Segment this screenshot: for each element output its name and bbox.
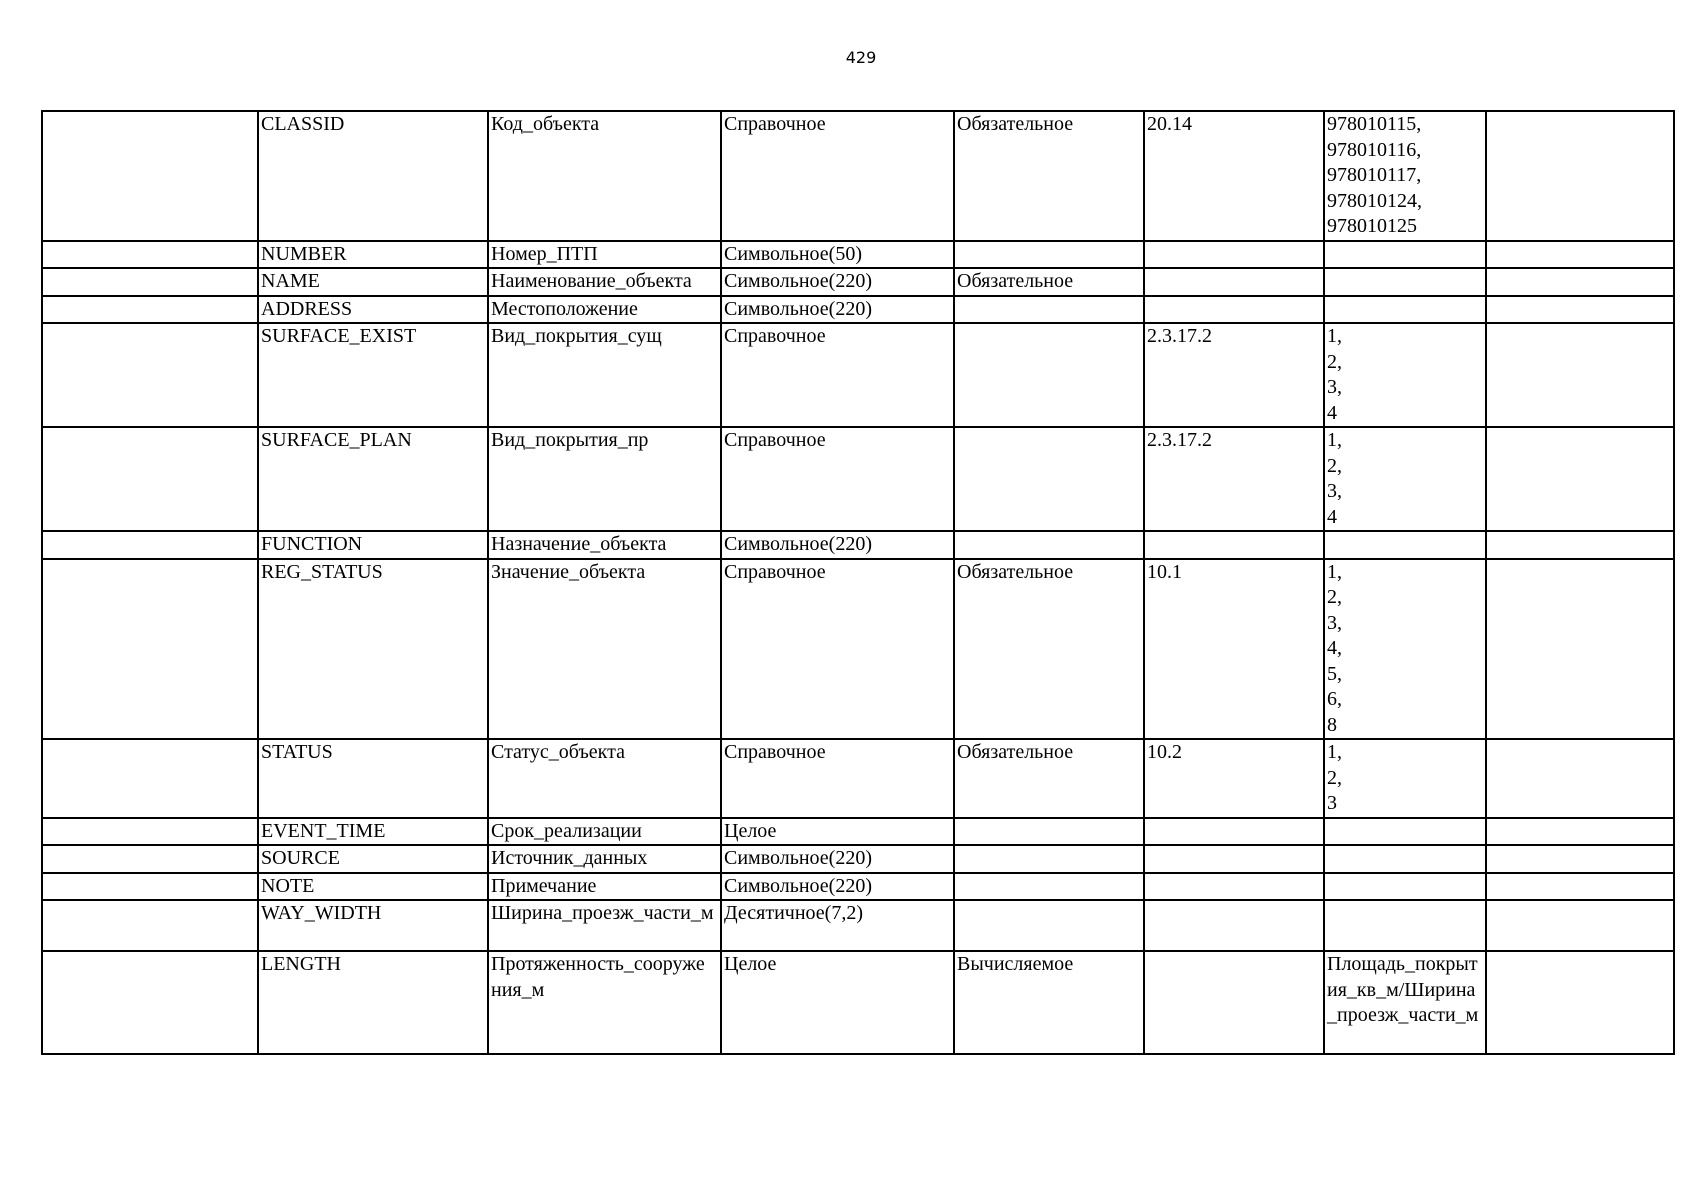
required-cell: [954, 323, 1144, 427]
reference-cell: 10.1: [1144, 559, 1324, 740]
row-index-cell: [42, 951, 258, 1054]
required-cell: [954, 818, 1144, 846]
table-row: [42, 900, 1674, 951]
allowed-values-cell: [1324, 900, 1486, 951]
field-type-cell: Справочное: [721, 559, 954, 740]
field-name-cell: NUMBER: [258, 241, 488, 269]
row-index-cell: [42, 111, 258, 241]
field-type-cell: Символьное(220): [721, 873, 954, 901]
field-type-cell: Целое: [721, 951, 954, 1054]
row-index-cell: [42, 818, 258, 846]
table-row: [42, 559, 1674, 740]
field-type-cell: Десятичное(7,2): [721, 900, 954, 951]
field-alias-cell: Код_объекта: [488, 111, 721, 241]
reference-cell: [1144, 296, 1324, 324]
attribute-table: [41, 110, 1675, 1055]
note-cell: [1486, 845, 1674, 873]
table-row: [42, 531, 1674, 559]
field-alias-cell: Назначение_объекта: [488, 531, 721, 559]
field-alias-cell: Номер_ПТП: [488, 241, 721, 269]
note-cell: [1486, 900, 1674, 951]
allowed-values-cell: [1324, 241, 1486, 269]
note-cell: [1486, 268, 1674, 296]
reference-cell: 10.2: [1144, 739, 1324, 818]
allowed-values-cell: [1324, 818, 1486, 846]
field-alias-cell: Ширина_проезж_части_м: [488, 900, 721, 951]
note-cell: [1486, 818, 1674, 846]
allowed-values-cell: [1324, 296, 1486, 324]
field-type-cell: Справочное: [721, 739, 954, 818]
field-type-cell: Справочное: [721, 323, 954, 427]
row-index-cell: [42, 531, 258, 559]
required-cell: [954, 845, 1144, 873]
note-cell: [1486, 559, 1674, 740]
field-type-cell: Символьное(50): [721, 241, 954, 269]
table-row: [42, 268, 1674, 296]
note-cell: [1486, 427, 1674, 531]
field-name-cell: FUNCTION: [258, 531, 488, 559]
row-index-cell: [42, 323, 258, 427]
field-name-cell: LENGTH: [258, 951, 488, 1054]
row-index-cell: [42, 900, 258, 951]
allowed-values-cell: [1324, 873, 1486, 901]
required-cell: [954, 296, 1144, 324]
table-row: [42, 873, 1674, 901]
reference-cell: [1144, 873, 1324, 901]
field-alias-cell: Протяженность_сооруже ния_м: [488, 951, 721, 1054]
table-row: [42, 845, 1674, 873]
field-name-cell: SOURCE: [258, 845, 488, 873]
row-index-cell: [42, 427, 258, 531]
required-cell: [954, 873, 1144, 901]
field-type-cell: Символьное(220): [721, 268, 954, 296]
field-type-cell: Справочное: [721, 111, 954, 241]
allowed-values-cell: Площадь_покрыт ия_кв_м/Ширина _проезж_части_м: [1324, 951, 1486, 1054]
reference-cell: 2.3.17.2: [1144, 323, 1324, 427]
field-alias-cell: Вид_покрытия_пр: [488, 427, 721, 531]
field-type-cell: Символьное(220): [721, 531, 954, 559]
row-index-cell: [42, 268, 258, 296]
field-alias-cell: Срок_реализации: [488, 818, 721, 846]
field-name-cell: NOTE: [258, 873, 488, 901]
field-name-cell: REG_STATUS: [258, 559, 488, 740]
table-row: [42, 296, 1674, 324]
row-index-cell: [42, 296, 258, 324]
required-cell: Обязательное: [954, 111, 1144, 241]
required-cell: Обязательное: [954, 268, 1144, 296]
reference-cell: 2.3.17.2: [1144, 427, 1324, 531]
note-cell: [1486, 951, 1674, 1054]
required-cell: Обязательное: [954, 559, 1144, 740]
note-cell: [1486, 241, 1674, 269]
field-name-cell: ADDRESS: [258, 296, 488, 324]
table-row: [42, 818, 1674, 846]
table-row: [42, 241, 1674, 269]
field-type-cell: Символьное(220): [721, 296, 954, 324]
field-alias-cell: Местоположение: [488, 296, 721, 324]
page-number: 429: [845, 48, 877, 67]
field-name-cell: CLASSID: [258, 111, 488, 241]
reference-cell: [1144, 845, 1324, 873]
field-name-cell: SURFACE_PLAN: [258, 427, 488, 531]
field-name-cell: NAME: [258, 268, 488, 296]
reference-cell: [1144, 531, 1324, 559]
row-index-cell: [42, 739, 258, 818]
field-alias-cell: Статус_объекта: [488, 739, 721, 818]
field-alias-cell: Вид_покрытия_сущ: [488, 323, 721, 427]
reference-cell: 20.14: [1144, 111, 1324, 241]
allowed-values-cell: [1324, 845, 1486, 873]
allowed-values-cell: 1, 2, 3, 4, 5, 6, 8: [1324, 559, 1486, 740]
allowed-values-cell: 1, 2, 3, 4: [1324, 323, 1486, 427]
reference-cell: [1144, 818, 1324, 846]
table-row: [42, 111, 1674, 241]
required-cell: Обязательное: [954, 739, 1144, 818]
table-row: [42, 951, 1674, 1054]
reference-cell: [1144, 951, 1324, 1054]
table-row: [42, 323, 1674, 427]
reference-cell: [1144, 241, 1324, 269]
table-row: [42, 739, 1674, 818]
table-body: [42, 111, 1674, 1054]
field-alias-cell: Значение_объекта: [488, 559, 721, 740]
allowed-values-cell: [1324, 268, 1486, 296]
field-type-cell: Целое: [721, 818, 954, 846]
field-type-cell: Справочное: [721, 427, 954, 531]
allowed-values-cell: 1, 2, 3, 4: [1324, 427, 1486, 531]
field-name-cell: EVENT_TIME: [258, 818, 488, 846]
required-cell: [954, 900, 1144, 951]
required-cell: [954, 427, 1144, 531]
row-index-cell: [42, 559, 258, 740]
reference-cell: [1144, 900, 1324, 951]
field-type-cell: Символьное(220): [721, 845, 954, 873]
field-alias-cell: Наименование_объекта: [488, 268, 721, 296]
note-cell: [1486, 111, 1674, 241]
allowed-values-cell: [1324, 531, 1486, 559]
row-index-cell: [42, 241, 258, 269]
note-cell: [1486, 323, 1674, 427]
allowed-values-cell: 978010115, 978010116, 978010117, 978010124, 978010125: [1324, 111, 1486, 241]
note-cell: [1486, 531, 1674, 559]
row-index-cell: [42, 845, 258, 873]
row-index-cell: [42, 873, 258, 901]
required-cell: [954, 241, 1144, 269]
reference-cell: [1144, 268, 1324, 296]
field-name-cell: STATUS: [258, 739, 488, 818]
table-row: [42, 427, 1674, 531]
note-cell: [1486, 296, 1674, 324]
field-name-cell: SURFACE_EXIST: [258, 323, 488, 427]
allowed-values-cell: 1, 2, 3: [1324, 739, 1486, 818]
note-cell: [1486, 739, 1674, 818]
required-cell: Вычисляемое: [954, 951, 1144, 1054]
field-alias-cell: Примечание: [488, 873, 721, 901]
required-cell: [954, 531, 1144, 559]
field-alias-cell: Источник_данных: [488, 845, 721, 873]
field-name-cell: WAY_WIDTH: [258, 900, 488, 951]
note-cell: [1486, 873, 1674, 901]
